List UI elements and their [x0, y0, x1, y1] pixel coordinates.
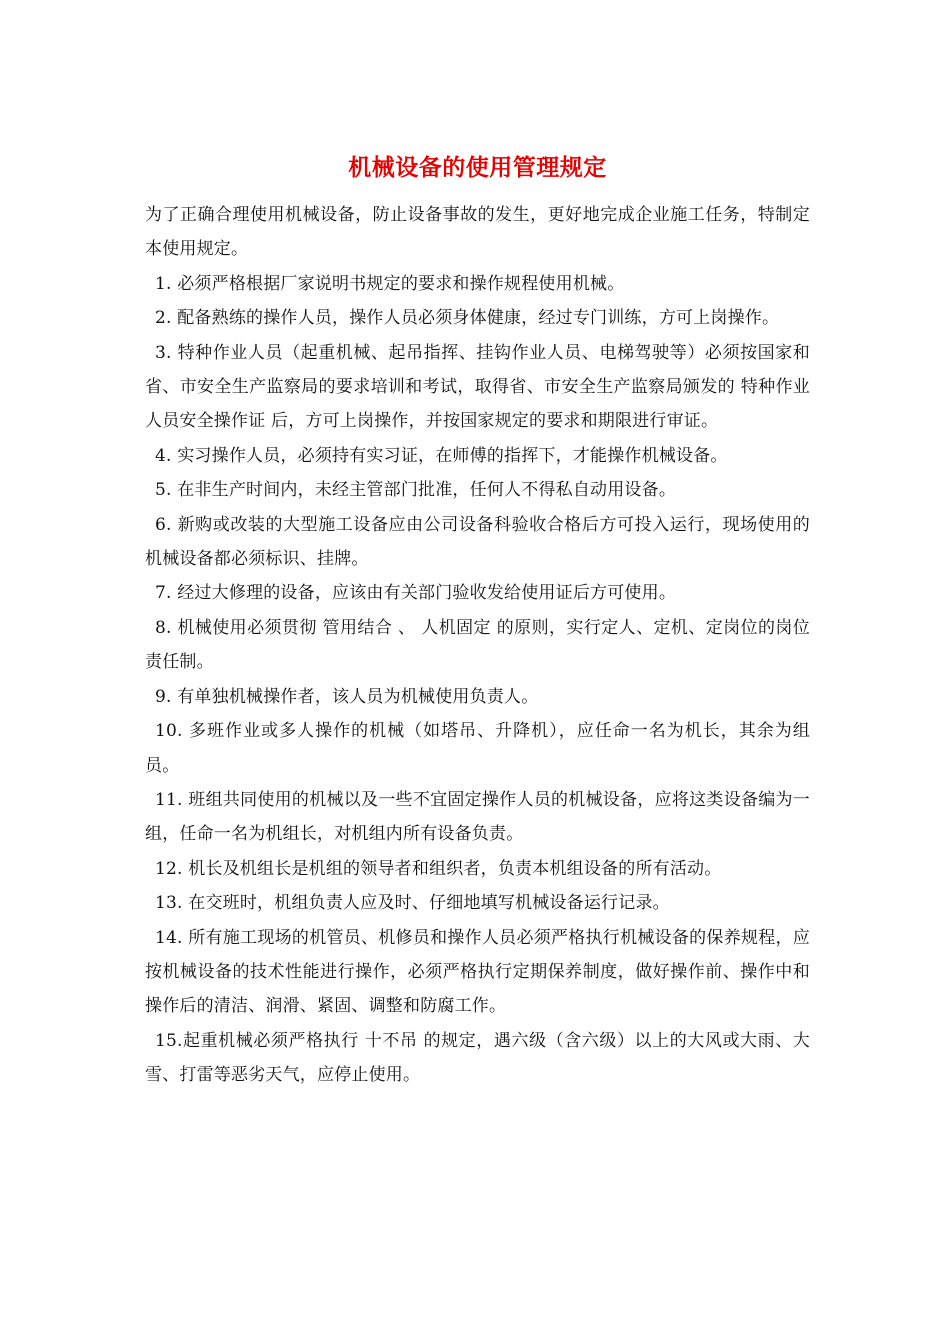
- document-page: [145, 148, 810, 1093]
- rule-item-10: 10. 多班作业或多人操作的机械（如塔吊、升降机），应任命一名为机长，其余为组员。: [145, 721, 810, 776]
- rule-item-7: 7. 经过大修理的设备，应该由有关部门验收发给使用证后方可使用。: [155, 583, 677, 604]
- rule-item-2: 2. 配备熟练的操作人员，操作人员必须身体健康，经过专门训练，方可上岗操作。: [155, 308, 780, 329]
- document-title: 机械设备的使用管理规定: [348, 154, 607, 181]
- rule-item-4: 4. 实习操作人员，必须持有实习证，在师傅的指挥下，才能操作机械设备。: [155, 445, 728, 466]
- intro-paragraph: 为了正确合理使用机械设备，防止设备事故的发生，更好地完成企业施工任务，特制定本使用规定。: [145, 205, 810, 260]
- rule-item-14: 14. 所有施工现场的机管员、机修员和操作人员必须严格执行机械设备的保养规程，应按机械设备的技术性能进行操作，必须严格执行定期保养制度，做好操作前、操作中和操作后的清洁、润滑、紧固、调整和防腐工作。: [145, 927, 810, 1017]
- rule-item-12: 12. 机长及机组长是机组的领导者和组织者，负责本机组设备的所有活动。: [155, 858, 722, 879]
- rule-item-13: 13. 在交班时，机组负责人应及时、仔细地填写机械设备运行记录。: [155, 893, 670, 914]
- rule-item-8: 8. 机械使用必须贯彻 管用结合 、 人机固定 的原则，实行定人、定机、定岗位的岗位责任制。: [145, 617, 810, 673]
- rule-item-5: 5. 在非生产时间内，未经主管部门批准，任何人不得私自动用设备。: [155, 480, 677, 501]
- rule-item-3: 3. 特种作业人员（起重机械、起吊指挥、挂钩作业人员、电梯驾驶等）必须按国家和省、市安全生产监察局的要求培训和考试，取得省、市安全生产监察局颁发的 特种作业人员安全操作证 后，方可上岗操作，并按国家规定的要求和期限进行审证。: [145, 342, 810, 432]
- rule-item-6: 6. 新购或改装的大型施工设备应由公司设备科验收合格后方可投入运行，现场使用的机械设备都必须标识、挂牌。: [145, 514, 810, 570]
- rule-item-9: 9. 有单独机械操作者，该人员为机械使用负责人。: [155, 686, 539, 707]
- rule-item-11: 11. 班组共同使用的机械以及一些不宜固定操作人员的机械设备，应将这类设备编为一组，任命一名为机组长，对机组内所有设备负责。: [145, 789, 810, 845]
- rule-item-1: 1. 必须严格根据厂家说明书规定的要求和操作规程使用机械。: [155, 273, 625, 294]
- rule-item-15: 15.起重机械必须严格执行 十不吊 的规定，遇六级（含六级）以上的大风或大雨、大雪、打雷等恶劣天气，应停止使用。: [145, 1030, 810, 1086]
